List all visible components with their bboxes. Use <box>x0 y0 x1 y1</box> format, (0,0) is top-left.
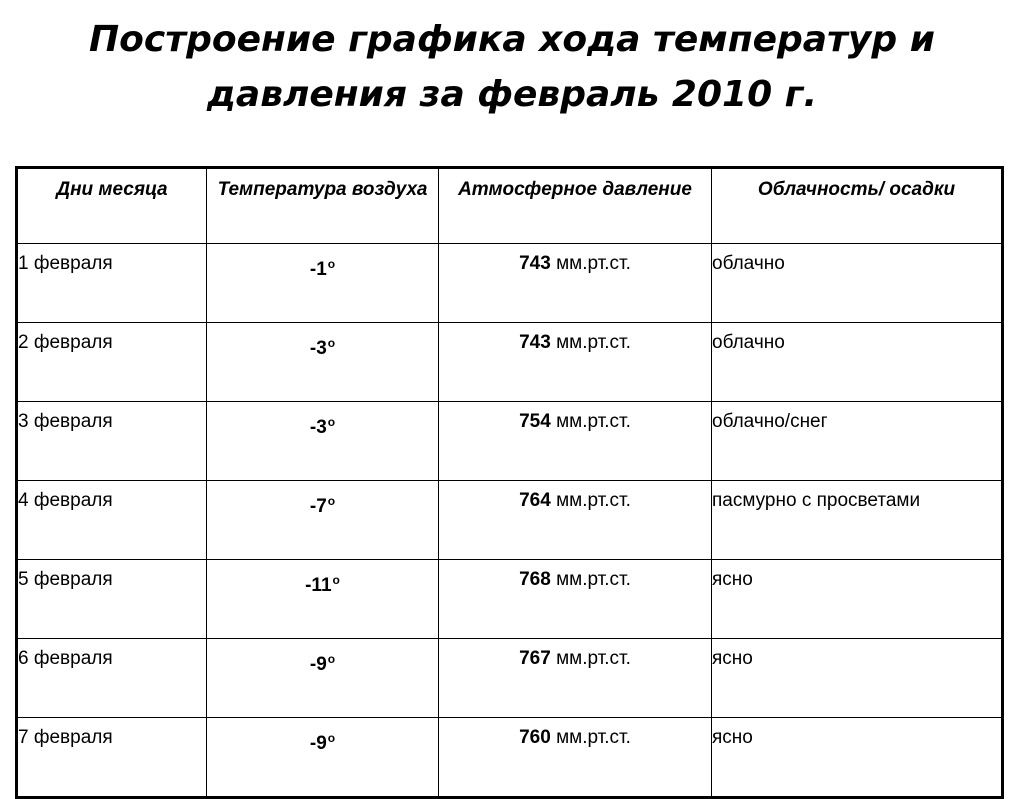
degree-mark: о <box>327 415 336 429</box>
cell-temperature <box>207 718 439 798</box>
cell-pressure <box>439 639 712 718</box>
pressure-unit: мм.рт.ст. <box>556 411 631 432</box>
temperature-value: -3 <box>309 338 327 359</box>
cell-temperature <box>207 481 439 560</box>
page-title <box>40 12 984 122</box>
cell-pressure <box>439 560 712 639</box>
temperature-value: -9 <box>309 654 327 675</box>
cell-temperature <box>207 560 439 639</box>
cell-cloudiness: облачно/снег <box>712 402 1003 481</box>
header-days: Дни месяца <box>17 168 207 244</box>
pressure-value: 768 <box>519 569 551 590</box>
degree-mark: о <box>327 336 336 350</box>
table-row <box>17 402 1003 481</box>
cell-temperature <box>207 323 439 402</box>
pressure-value: 743 <box>519 253 551 274</box>
degree-mark: о <box>327 731 336 745</box>
pressure-value: 743 <box>519 332 551 353</box>
temperature-value: -9 <box>309 733 327 754</box>
table-row <box>17 560 1003 639</box>
degree-mark: о <box>332 573 340 587</box>
temperature-value: -1 <box>309 259 327 280</box>
title-line-1: Построение графика хода температур и <box>89 19 935 60</box>
temperature-value: -3 <box>309 417 327 438</box>
cell-pressure <box>439 323 712 402</box>
cell-day: 1 февраля <box>17 244 207 323</box>
cell-pressure <box>439 481 712 560</box>
pressure-value: 767 <box>519 648 551 669</box>
degree-mark: о <box>327 257 336 271</box>
weather-table <box>15 166 1004 799</box>
header-cloudiness: Облачность/ осадки <box>712 168 1003 244</box>
pressure-unit: мм.рт.ст. <box>556 332 631 353</box>
pressure-value: 764 <box>519 490 551 511</box>
table-row <box>17 639 1003 718</box>
cell-cloudiness: пасмурно с просветами <box>712 481 1003 560</box>
degree-mark: о <box>327 652 336 666</box>
pressure-value: 754 <box>519 411 551 432</box>
cell-cloudiness: облачно <box>712 323 1003 402</box>
cell-pressure <box>439 718 712 798</box>
cell-cloudiness: облачно <box>712 244 1003 323</box>
pressure-unit: мм.рт.ст. <box>556 727 631 748</box>
cell-day: 5 февраля <box>17 560 207 639</box>
pressure-value: 760 <box>519 727 551 748</box>
degree-mark: о <box>327 494 336 508</box>
cell-temperature <box>207 402 439 481</box>
pressure-unit: мм.рт.ст. <box>556 490 631 511</box>
cell-pressure <box>439 244 712 323</box>
table-row <box>17 244 1003 323</box>
cell-cloudiness: ясно <box>712 560 1003 639</box>
cell-cloudiness: ясно <box>712 718 1003 798</box>
cell-day: 4 февраля <box>17 481 207 560</box>
cell-day: 7 февраля <box>17 718 207 798</box>
cell-temperature <box>207 244 439 323</box>
cell-day: 3 февраля <box>17 402 207 481</box>
temperature-value: -11 <box>305 575 332 596</box>
table-row <box>17 718 1003 798</box>
table-body <box>17 244 1003 798</box>
pressure-unit: мм.рт.ст. <box>556 253 631 274</box>
table-row <box>17 481 1003 560</box>
cell-pressure <box>439 402 712 481</box>
cell-day: 6 февраля <box>17 639 207 718</box>
pressure-unit: мм.рт.ст. <box>556 648 631 669</box>
header-temperature: Температура воздуха <box>207 168 439 244</box>
title-line-2: давления за февраль 2010 г. <box>206 74 818 115</box>
cell-day: 2 февраля <box>17 323 207 402</box>
table-row <box>17 323 1003 402</box>
table-header-row <box>17 168 1003 244</box>
temperature-value: -7 <box>309 496 327 517</box>
pressure-unit: мм.рт.ст. <box>556 569 631 590</box>
cell-temperature <box>207 639 439 718</box>
header-pressure: Атмосферное давление <box>439 168 712 244</box>
cell-cloudiness: ясно <box>712 639 1003 718</box>
